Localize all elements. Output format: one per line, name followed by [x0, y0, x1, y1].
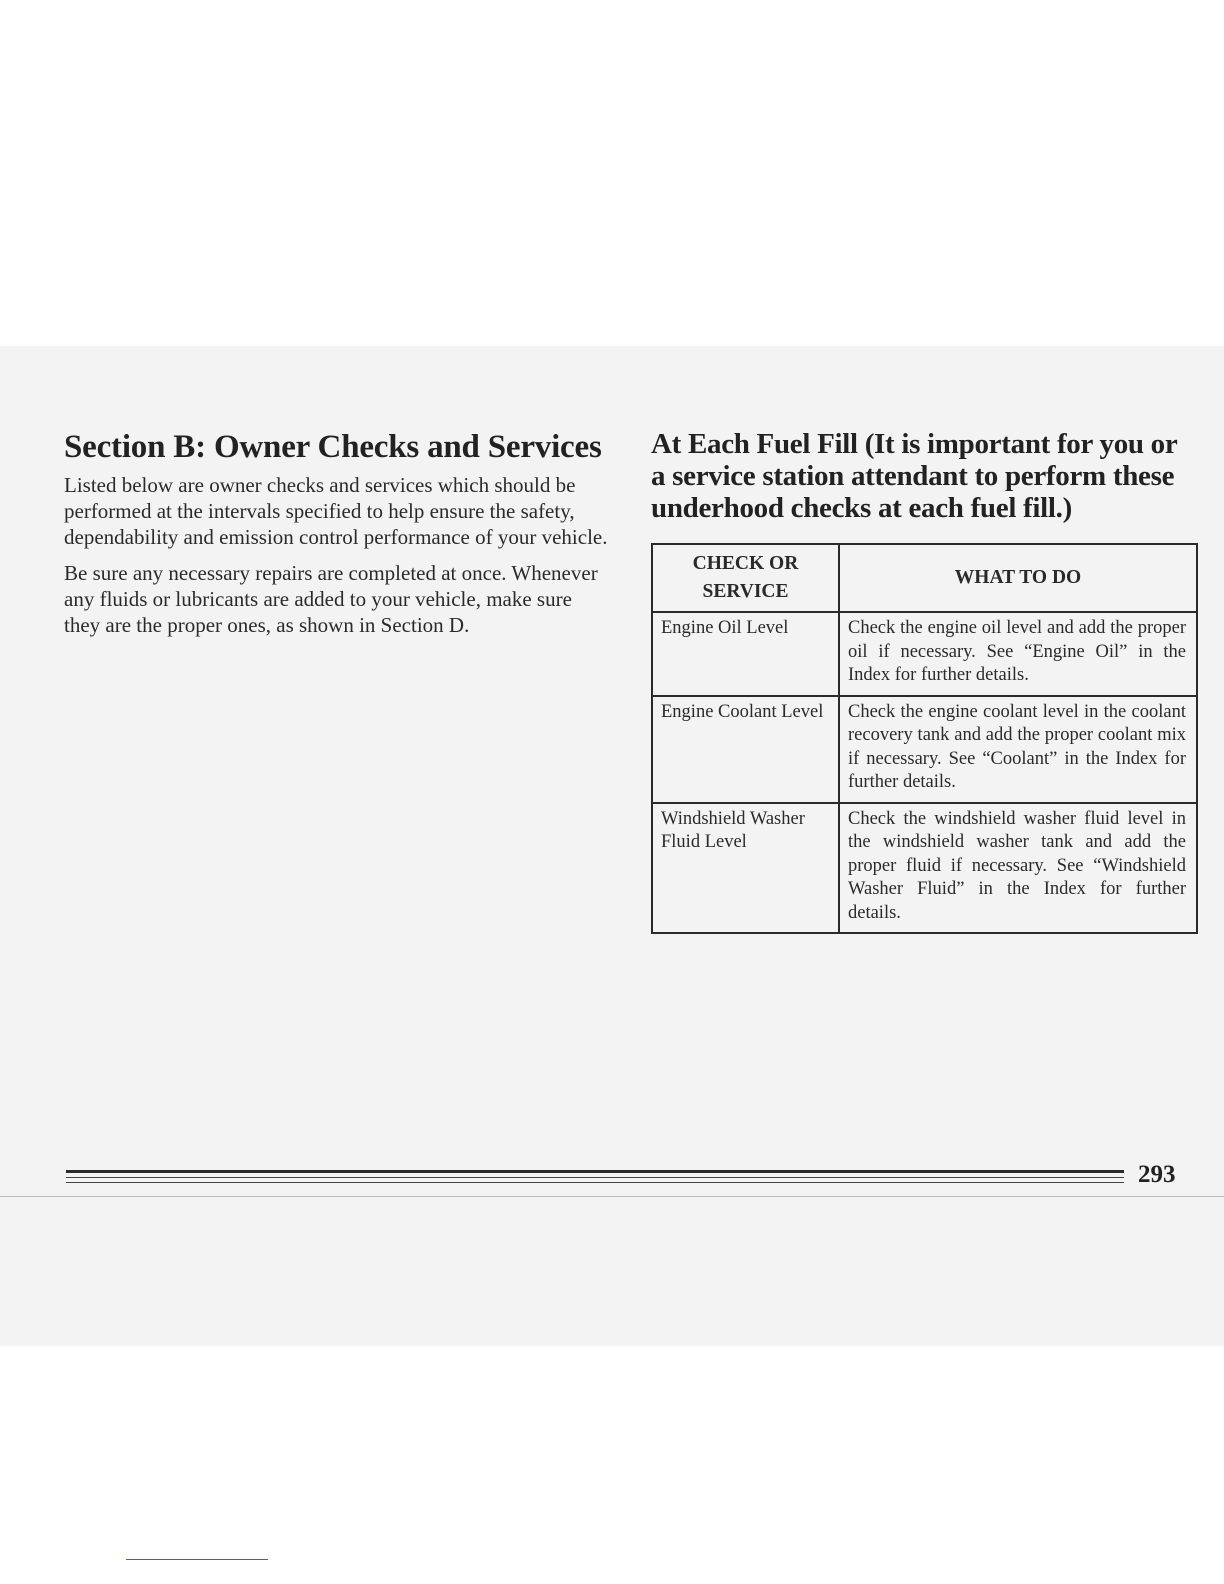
page-number: 293 [1138, 1161, 1176, 1188]
footer-rule [66, 1170, 1124, 1184]
action-cell: Check the engine coolant level in the coolant recovery tank and add the proper coolant mix if necessary. See “Coolant” in the Index for further details. [839, 696, 1197, 803]
section-b-column [64, 428, 609, 648]
intro-paragraph: Listed below are owner checks and services which should be performed at the intervals specified to help ensure the safety, dependability and emission control performance of your vehicle. [64, 473, 608, 549]
action-cell: Check the engine oil level and add the proper oil if necessary. See “Engine Oil” in the Index for further details. [839, 612, 1197, 696]
check-cell: Windshield Washer Fluid Level [652, 803, 839, 934]
fuel-fill-title: At Each Fuel Fill (It is important for you or a service station attendant to perform these underhood checks at each fuel fill.) [651, 428, 1177, 524]
table-row [652, 803, 1197, 934]
check-cell: Engine Coolant Level [652, 696, 839, 803]
table-row [652, 612, 1197, 696]
action-cell: Check the windshield washer fluid level in the windshield washer tank and add the proper fluid if necessary. See “Windshield Washer Fluid” in the Index for further details. [839, 803, 1197, 934]
check-cell: Engine Oil Level [652, 612, 839, 696]
header-check-or-service: CHECK OR SERVICE [652, 544, 839, 612]
owner-checks-table [651, 543, 1198, 934]
section-b-title: Section B: Owner Checks and Services [64, 429, 602, 465]
footer-rule-thick [66, 1170, 1124, 1173]
header-what-to-do: WHAT TO DO [839, 544, 1197, 612]
table-header-row [652, 544, 1197, 612]
fuel-fill-column [651, 428, 1196, 934]
repairs-paragraph: Be sure any necessary repairs are completed at once. Whenever any fluids or lubricants are added to your vehicle, make sure they are the proper ones, as shown in Section D. [64, 561, 598, 637]
footer-rule-thin [66, 1182, 1124, 1183]
table-row [652, 696, 1197, 803]
footer-rule-thin [66, 1177, 1124, 1178]
page-divider [0, 1196, 1224, 1197]
link-underline [126, 1559, 268, 1560]
